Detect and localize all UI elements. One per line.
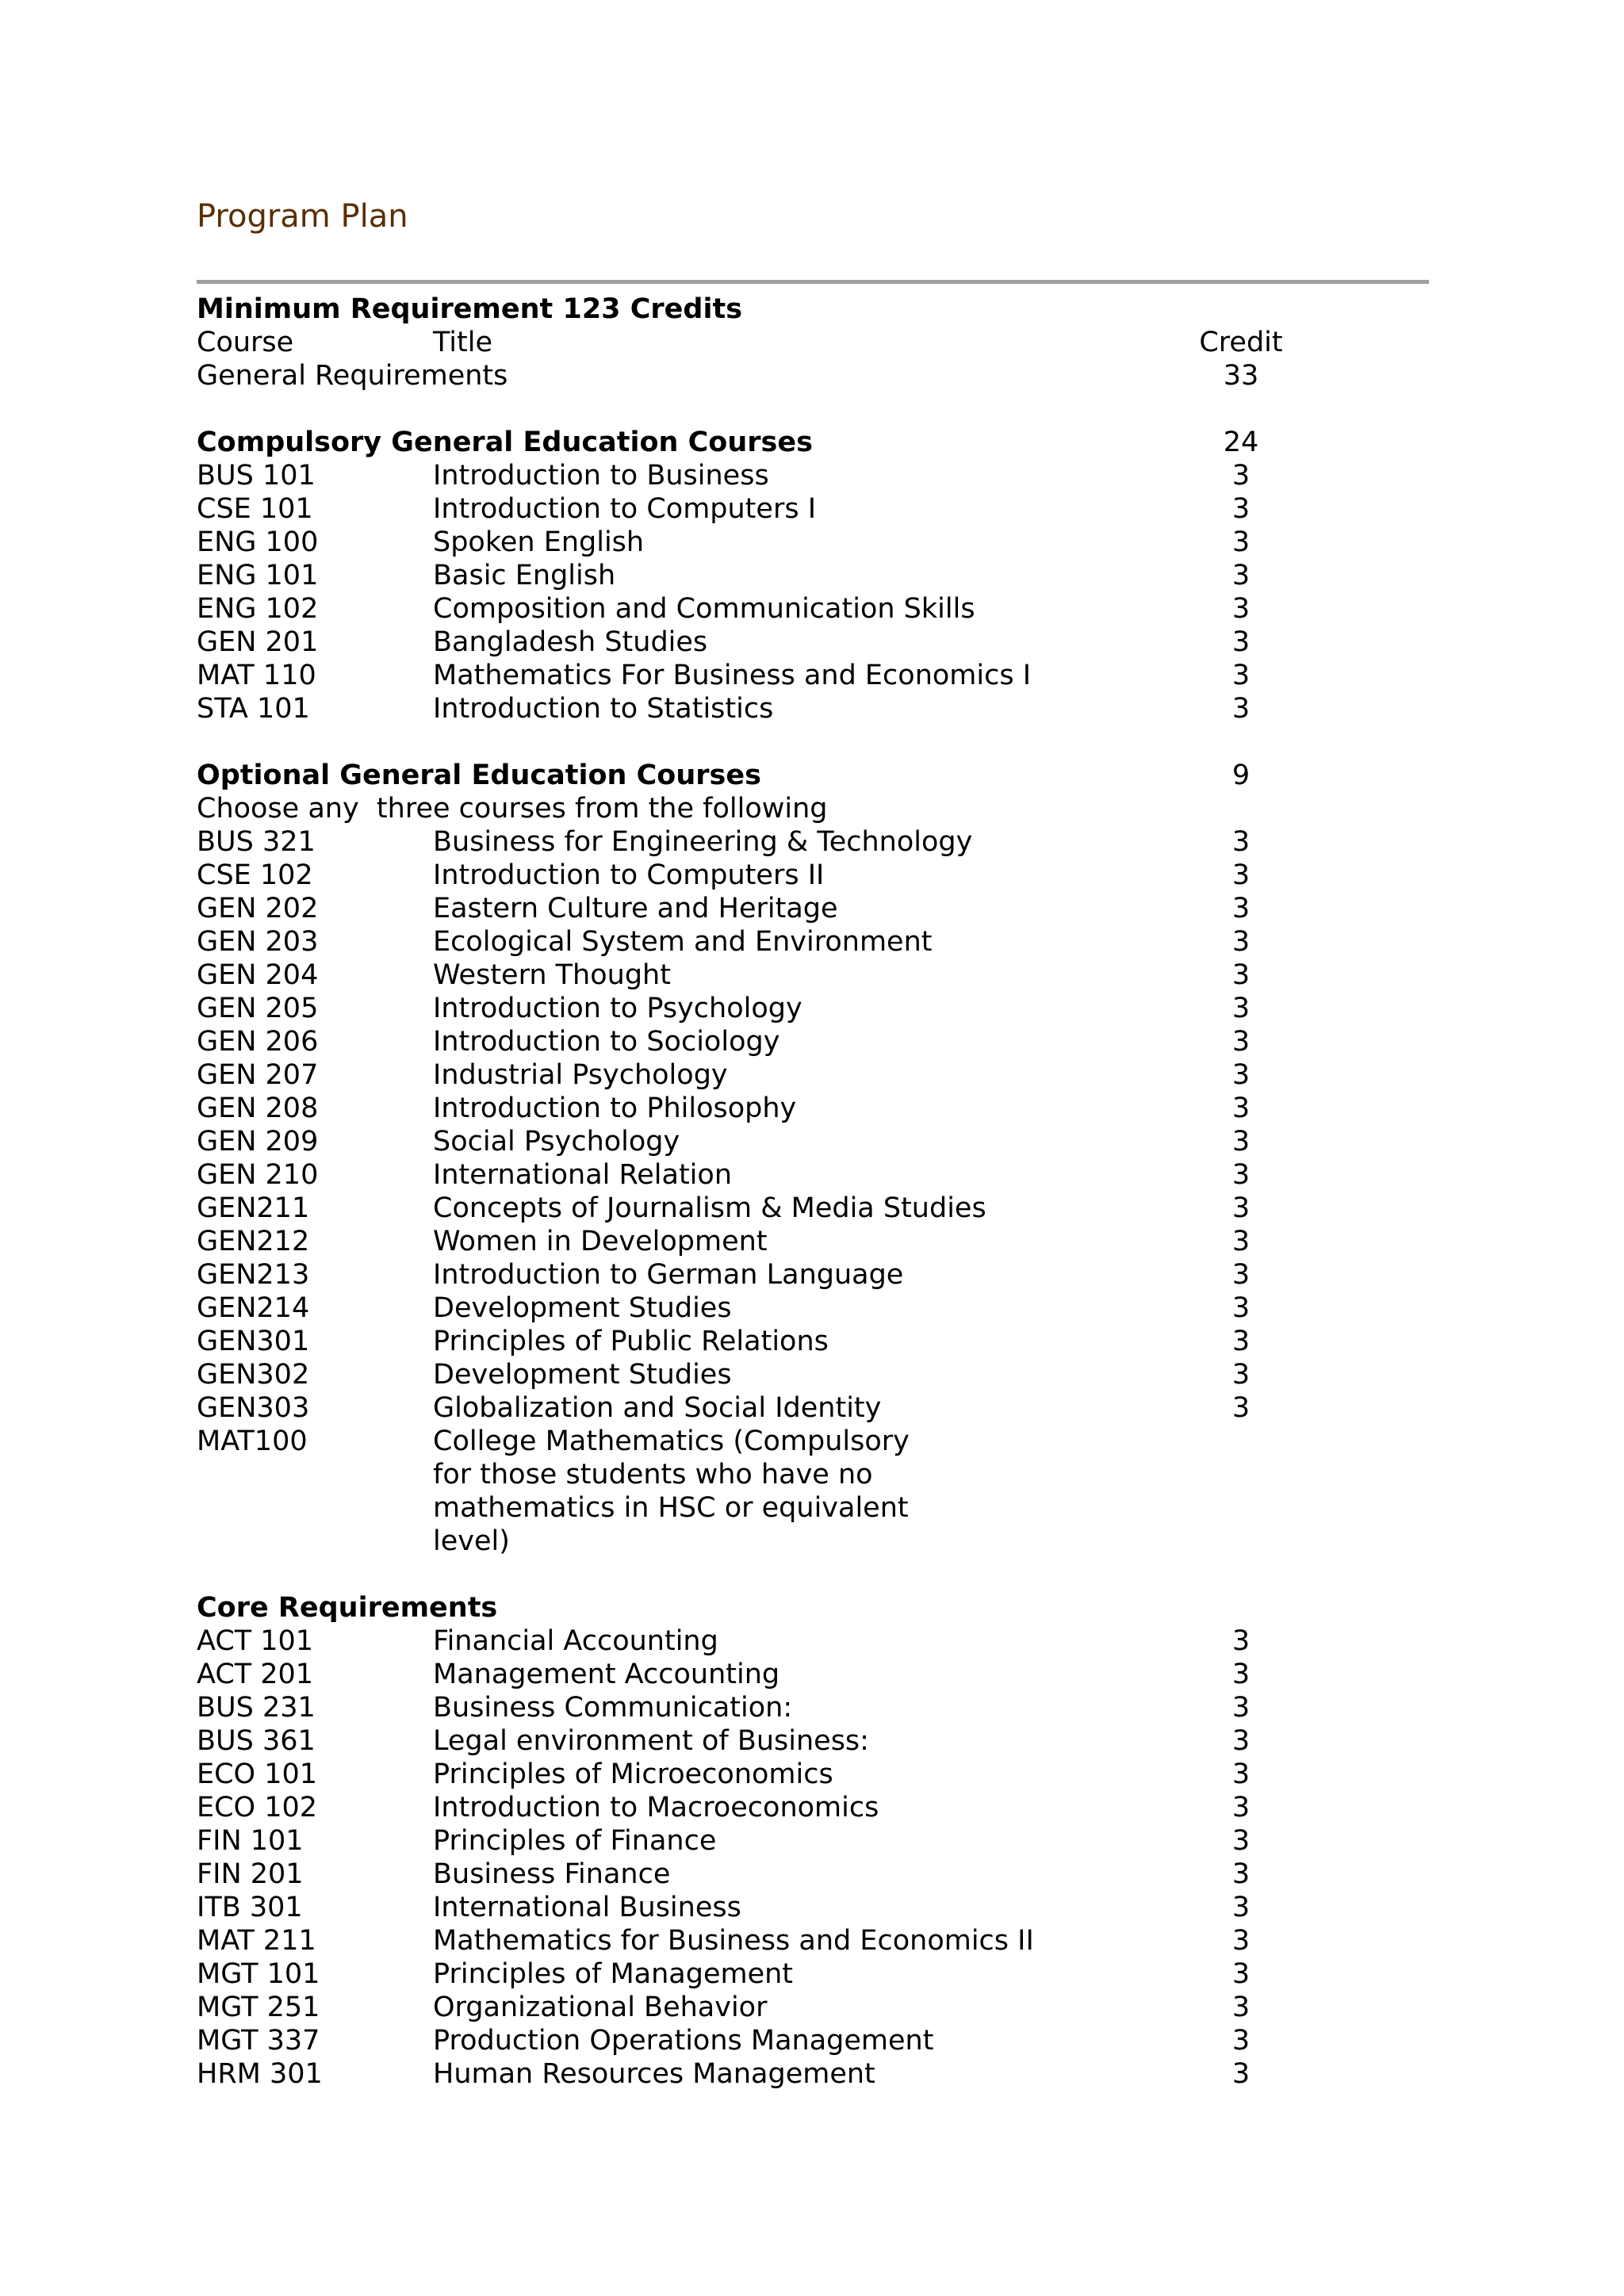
course-credit: 3 [1231, 626, 1251, 658]
table-row [197, 1724, 1429, 1758]
course-title: Ecological System and Environment [433, 926, 933, 958]
course-credit: 3 [1231, 526, 1251, 558]
title-column-header: Title [433, 327, 493, 358]
table-row [197, 859, 1429, 892]
optional-instruction: Choose any three courses from the following [197, 793, 828, 825]
table-row [197, 1658, 1429, 1691]
course-code: GEN 205 [197, 993, 319, 1024]
course-credit: 3 [1231, 1292, 1251, 1324]
course-title: Basic English [433, 560, 616, 591]
course-title: Women in Development [433, 1226, 768, 1257]
course-credit: 3 [1231, 1159, 1251, 1191]
course-code: STA 101 [197, 693, 310, 725]
course-credit: 3 [1231, 1359, 1251, 1391]
core-section-heading: Core Requirements [197, 1592, 498, 1624]
course-title: Western Thought [433, 959, 671, 991]
course-title: Development Studies [433, 1359, 732, 1391]
course-code: GEN 207 [197, 1059, 319, 1091]
table-row [197, 1758, 1429, 1791]
course-title: College Mathematics (Compulsory for those students who have no mathematics in HSC or equivalent level) [433, 1425, 910, 1557]
course-column-header: Course [197, 327, 294, 358]
course-title: Globalization and Social Identity [433, 1392, 882, 1424]
course-credit: 3 [1231, 2025, 1251, 2057]
course-credit: 3 [1231, 1958, 1251, 1990]
course-title: Principles of Public Relations [433, 1326, 829, 1357]
optional-section-credit: 9 [1231, 760, 1251, 791]
general-requirements-label: General Requirements [197, 360, 508, 392]
course-code: GEN211 [197, 1192, 310, 1224]
course-title: International Relation [433, 1159, 733, 1191]
course-title: Composition and Communication Skills [433, 593, 975, 625]
course-title: Introduction to Statistics [433, 693, 774, 725]
course-code: ENG 101 [197, 560, 319, 591]
course-code: GEN 209 [197, 1126, 319, 1158]
course-title: Introduction to Sociology [433, 1026, 780, 1058]
table-row [197, 559, 1429, 592]
course-code: GEN303 [197, 1392, 310, 1424]
table-row [197, 526, 1429, 559]
course-code: MAT100 [197, 1425, 308, 1457]
course-code: MGT 251 [197, 1992, 320, 2023]
table-row [197, 1025, 1429, 1058]
course-code: GEN 202 [197, 893, 319, 924]
core-section-heading-row [197, 1591, 1429, 1624]
course-code: GEN 206 [197, 1026, 319, 1058]
general-requirements-credit: 33 [1223, 360, 1259, 392]
course-code: GEN 201 [197, 626, 319, 658]
course-credit: 3 [1231, 1858, 1251, 1890]
course-title: Introduction to Psychology [433, 993, 802, 1024]
course-title: Business Communication: [433, 1692, 793, 1724]
table-row [197, 1258, 1429, 1292]
course-credit: 3 [1231, 926, 1251, 958]
course-credit: 3 [1231, 1192, 1251, 1224]
table-row [197, 2057, 1429, 2091]
course-title: Financial Accounting [433, 1625, 718, 1657]
table-row [197, 1092, 1429, 1125]
course-code: GEN301 [197, 1326, 310, 1357]
course-title: Introduction to Business [433, 460, 769, 492]
optional-section-heading-row [197, 759, 1429, 792]
optional-course-list [197, 825, 1429, 1425]
course-title: Production Operations Management [433, 2025, 934, 2057]
course-title: Bangladesh Studies [433, 626, 708, 658]
table-row [197, 2024, 1429, 2057]
course-credit: 3 [1231, 593, 1251, 625]
spacer [197, 392, 1429, 426]
table-row [197, 592, 1429, 626]
course-credit: 3 [1231, 1259, 1251, 1291]
course-credit: 3 [1231, 1226, 1251, 1257]
course-code: CSE 102 [197, 859, 313, 891]
table-row [197, 692, 1429, 725]
compulsory-course-list [197, 459, 1429, 725]
general-requirements-row [197, 359, 1429, 392]
course-credit: 3 [1231, 493, 1251, 525]
course-title: Management Accounting [433, 1659, 780, 1690]
course-code: GEN302 [197, 1359, 310, 1391]
table-row [197, 1425, 1429, 1558]
course-code: HRM 301 [197, 2058, 323, 2090]
course-code: MAT 211 [197, 1925, 316, 1957]
course-code: FIN 201 [197, 1858, 304, 1890]
page-title: Program Plan [197, 198, 408, 235]
course-credit: 3 [1231, 1992, 1251, 2023]
course-title: Business Finance [433, 1858, 671, 1890]
table-row [197, 892, 1429, 925]
course-title: Development Studies [433, 1292, 732, 1324]
table-row [197, 1292, 1429, 1325]
minimum-requirement-row [197, 293, 1429, 326]
course-code: ECO 101 [197, 1758, 318, 1790]
course-credit: 3 [1231, 1392, 1251, 1424]
table-row [197, 825, 1429, 859]
course-title: Introduction to Philosophy [433, 1093, 797, 1124]
table-row [197, 1125, 1429, 1158]
course-title: Introduction to German Language [433, 1259, 904, 1291]
course-credit: 3 [1231, 993, 1251, 1024]
course-code: MGT 337 [197, 2025, 320, 2057]
course-credit: 3 [1231, 893, 1251, 924]
core-course-list [197, 1624, 1429, 2091]
course-title: Introduction to Computers II [433, 859, 825, 891]
optional-instruction-row [197, 792, 1429, 825]
course-credit: 3 [1231, 560, 1251, 591]
compulsory-section-credit: 24 [1223, 427, 1259, 458]
course-credit: 3 [1231, 859, 1251, 891]
course-credit: 3 [1231, 959, 1251, 991]
table-row [197, 1791, 1429, 1824]
table-row [197, 659, 1429, 692]
course-credit: 3 [1231, 1825, 1251, 1857]
course-title: Concepts of Journalism & Media Studies [433, 1192, 986, 1224]
table-row [197, 1358, 1429, 1391]
spacer [197, 725, 1429, 759]
course-code: ECO 102 [197, 1792, 318, 1823]
table-row [197, 492, 1429, 526]
table-row [197, 1891, 1429, 1924]
course-credit: 3 [1231, 1126, 1251, 1158]
table-row [197, 959, 1429, 992]
table-row [197, 459, 1429, 492]
course-credit: 3 [1231, 1093, 1251, 1124]
table-row [197, 1391, 1429, 1425]
table-row [197, 1058, 1429, 1092]
course-credit: 3 [1231, 2058, 1251, 2090]
table-row [197, 1924, 1429, 1957]
course-code: GEN 210 [197, 1159, 319, 1191]
course-credit: 3 [1231, 660, 1251, 691]
course-title: Spoken English [433, 526, 645, 558]
table-row [197, 1824, 1429, 1858]
course-code: GEN214 [197, 1292, 310, 1324]
course-code: ITB 301 [197, 1892, 303, 1923]
course-credit: 3 [1231, 1758, 1251, 1790]
course-title: Social Psychology [433, 1126, 680, 1158]
course-credit: 3 [1231, 1692, 1251, 1724]
course-credit: 3 [1231, 1625, 1251, 1657]
course-credit: 3 [1231, 1792, 1251, 1823]
course-code: MAT 110 [197, 660, 316, 691]
course-title: Principles of Finance [433, 1825, 717, 1857]
course-credit: 3 [1231, 1892, 1251, 1923]
course-code: BUS 361 [197, 1725, 316, 1757]
course-code: GEN212 [197, 1226, 310, 1257]
compulsory-section-heading: Compulsory General Education Courses [197, 427, 813, 458]
course-title: Introduction to Macroeconomics [433, 1792, 879, 1823]
table-row [197, 1957, 1429, 1991]
course-code: GEN 208 [197, 1093, 319, 1124]
course-credit: 3 [1231, 1925, 1251, 1957]
course-code: GEN213 [197, 1259, 310, 1291]
course-code: GEN 203 [197, 926, 319, 958]
program-plan-table [197, 293, 1429, 2091]
course-credit: 3 [1231, 693, 1251, 725]
course-title: Organizational Behavior [433, 1992, 768, 2023]
column-header-row [197, 326, 1429, 359]
table-row [197, 1624, 1429, 1658]
minimum-requirement-heading: Minimum Requirement 123 Credits [197, 293, 743, 325]
course-code: MGT 101 [197, 1958, 320, 1990]
course-code: FIN 101 [197, 1825, 304, 1857]
course-credit: 3 [1231, 1326, 1251, 1357]
table-row [197, 1225, 1429, 1258]
course-credit: 3 [1231, 1725, 1251, 1757]
course-credit: 3 [1231, 826, 1251, 858]
table-row [197, 1691, 1429, 1724]
course-title: Principles of Microeconomics [433, 1758, 833, 1790]
course-code: BUS 231 [197, 1692, 316, 1724]
course-code: ACT 201 [197, 1659, 314, 1690]
table-row [197, 1158, 1429, 1192]
table-row [197, 1858, 1429, 1891]
course-title: Principles of Management [433, 1958, 794, 1990]
course-title: Industrial Psychology [433, 1059, 728, 1091]
course-title: Mathematics for Business and Economics II [433, 1925, 1034, 1957]
course-code: ENG 100 [197, 526, 319, 558]
course-code: CSE 101 [197, 493, 313, 525]
table-row [197, 925, 1429, 959]
course-credit: 3 [1231, 1059, 1251, 1091]
course-title: Mathematics For Business and Economics I [433, 660, 1032, 691]
course-credit: 3 [1231, 1026, 1251, 1058]
table-row [197, 626, 1429, 659]
title-divider [197, 280, 1429, 284]
course-title: Introduction to Computers I [433, 493, 817, 525]
course-credit: 3 [1231, 1659, 1251, 1690]
course-code: BUS 321 [197, 826, 316, 858]
course-title: Legal environment of Business: [433, 1725, 869, 1757]
compulsory-section-heading-row [197, 426, 1429, 459]
course-code: BUS 101 [197, 460, 316, 492]
course-title: Business for Engineering & Technology [433, 826, 973, 858]
table-row [197, 992, 1429, 1025]
course-title: Eastern Culture and Heritage [433, 893, 838, 924]
course-code: ENG 102 [197, 593, 319, 625]
table-row [197, 1325, 1429, 1358]
spacer [197, 1558, 1429, 1591]
credit-column-header: Credit [1199, 327, 1283, 358]
optional-section-heading: Optional General Education Courses [197, 760, 761, 791]
table-row [197, 1192, 1429, 1225]
course-code: GEN 204 [197, 959, 319, 991]
course-code: ACT 101 [197, 1625, 314, 1657]
table-row [197, 1991, 1429, 2024]
course-credit: 3 [1231, 460, 1251, 492]
course-title: Human Resources Management [433, 2058, 875, 2090]
course-title: International Business [433, 1892, 741, 1923]
